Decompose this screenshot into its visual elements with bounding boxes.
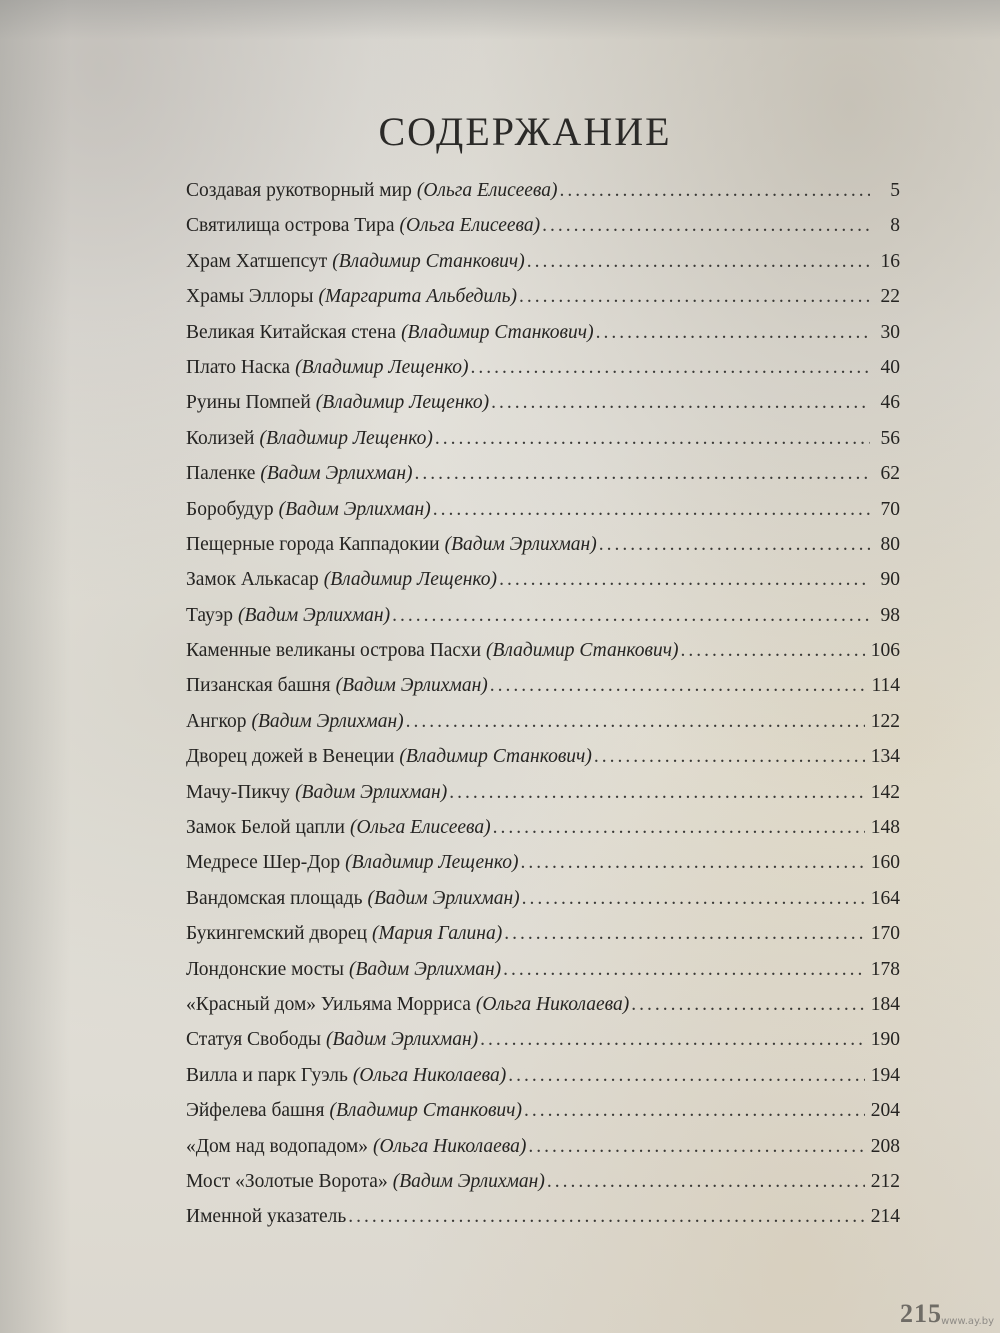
toc-entry [186, 463, 900, 498]
toc-entry [186, 322, 900, 357]
toc-entry-author: (Ольга Николаева) [352, 1064, 507, 1086]
toc-entry-author: (Ольга Елисеева) [399, 215, 541, 237]
dot-leader [406, 711, 865, 733]
toc-entry-page-number: 194 [870, 1064, 900, 1086]
toc-entry [186, 1136, 900, 1171]
toc-entry-title: Ангкор [186, 710, 247, 732]
toc-entry-title: Букингемский дворец [186, 923, 368, 945]
dot-leader [415, 463, 870, 485]
dot-leader [522, 888, 865, 910]
dot-leader [599, 534, 870, 556]
toc-entry-title: Великая Китайская стена [186, 321, 397, 343]
toc-entry-page-number: 8 [890, 215, 900, 237]
toc-entry-title: Паленке [186, 463, 256, 485]
dot-leader [594, 746, 865, 768]
toc-entry [186, 1171, 900, 1206]
toc-entry-page-number: 46 [880, 392, 900, 414]
toc-entry-title: Каменные великаны острова Пасхи [186, 640, 482, 662]
toc-entry [186, 534, 900, 569]
toc-entry-author: (Владимир Станкович) [486, 640, 679, 662]
toc-entry-title: Замок Алькасар [186, 569, 319, 591]
toc-entry-author: (Вадим Эрлихман) [326, 1029, 479, 1051]
toc-entry [186, 251, 900, 286]
dot-leader [491, 392, 870, 414]
toc-entry [186, 1065, 900, 1100]
toc-entry [186, 923, 900, 958]
toc-entry-title: Святилища острова Тира [186, 215, 395, 237]
toc-entry-title: Плато Наска [186, 356, 291, 378]
toc-entry-title: «Дом над водопадом» [186, 1135, 368, 1157]
toc-entry-page-number: 56 [880, 427, 900, 449]
toc-entry [186, 852, 900, 887]
toc-entry-page-number: 98 [880, 604, 900, 626]
toc-entry-title: Боробудур [186, 498, 274, 520]
toc-entry-author: (Вадим Эрлихман) [335, 675, 488, 697]
toc-entry-author: (Владимир Лещенко) [345, 852, 519, 874]
toc-entry-page-number: 160 [870, 852, 900, 874]
page-number: 215 [900, 1299, 942, 1328]
toc-entry-title: Мачу-Пикчу [186, 781, 291, 803]
dot-leader [435, 428, 870, 450]
toc-entry [186, 640, 900, 675]
toc-entry-page-number: 212 [870, 1170, 900, 1192]
toc-entry-title: Медресе Шер-Дор [186, 852, 341, 874]
toc-entry-author: (Ольга Николаева) [372, 1135, 527, 1157]
toc-entry-page-number: 142 [870, 781, 900, 803]
toc-entry [186, 428, 900, 463]
table-of-contents [186, 180, 900, 1242]
toc-entry-title: Лондонские мосты [186, 958, 344, 980]
toc-entry-author: (Ольга Елисеева) [349, 817, 491, 839]
page-title: СОДЕРЖАНИЕ [378, 109, 672, 154]
dot-leader [547, 1171, 865, 1193]
toc-entry-author: (Вадим Эрлихман) [278, 498, 431, 520]
dot-leader [449, 782, 865, 804]
toc-entry [186, 817, 900, 852]
toc-entry [186, 605, 900, 640]
toc-entry-page-number: 184 [870, 993, 900, 1015]
dot-leader [503, 959, 865, 981]
toc-entry-author: (Маргарита Альбедиль) [318, 286, 517, 308]
toc-entry-title: Пещерные города Каппадокии [186, 533, 440, 555]
toc-entry [186, 782, 900, 817]
dot-leader [508, 1065, 865, 1087]
toc-entry [186, 746, 900, 781]
toc-entry-author: (Вадим Эрлихман) [251, 710, 404, 732]
toc-entry [186, 392, 900, 427]
toc-entry-page-number: 62 [880, 463, 900, 485]
toc-entry-author: (Владимир Лещенко) [323, 569, 498, 591]
toc-entry-author: (Владимир Станкович) [399, 746, 592, 768]
toc-entry-page-number: 164 [870, 887, 900, 909]
dot-leader [499, 569, 870, 591]
dot-leader [524, 1100, 865, 1122]
toc-entry-page-number: 22 [880, 286, 900, 308]
dot-leader [470, 357, 870, 379]
toc-entry-page-number: 30 [880, 321, 900, 343]
toc-entry-title: Мост «Золотые Ворота» [186, 1170, 388, 1192]
toc-entry-page-number: 80 [880, 533, 900, 555]
toc-entry-page-number: 148 [870, 817, 900, 839]
toc-entry-title: Пизанская башня [186, 675, 331, 697]
dot-leader [348, 1206, 865, 1228]
watermark: www.ay.by [941, 1316, 994, 1327]
toc-entry-page-number: 134 [870, 746, 900, 768]
toc-entry-author: (Ольга Николаева) [475, 993, 630, 1015]
dot-leader [504, 923, 865, 945]
toc-entry-author: (Вадим Эрлихман) [348, 958, 502, 980]
toc-entry-title: Храм Хатшепсут [186, 250, 328, 272]
toc-entry-page-number: 208 [870, 1135, 900, 1157]
toc-entry-title: Замок Белой цапли [186, 817, 345, 839]
toc-entry [186, 357, 900, 392]
toc-entry-title: Вандомская площадь [186, 887, 363, 909]
toc-entry-page-number: 122 [870, 710, 900, 732]
page-top-shadow [0, 0, 1000, 40]
toc-entry-page-number: 170 [870, 923, 900, 945]
toc-entry [186, 1029, 900, 1064]
toc-entry-page-number: 204 [870, 1100, 900, 1122]
dot-leader [542, 215, 870, 237]
toc-entry-author: (Владимир Станкович) [332, 250, 525, 272]
dot-leader [520, 852, 864, 874]
toc-entry-title: Именной указатель [186, 1206, 347, 1228]
dot-leader [528, 1136, 864, 1158]
toc-entry [186, 959, 900, 994]
dot-leader [480, 1029, 865, 1051]
toc-entry [186, 499, 900, 534]
toc-entry-author: (Вадим Эрлихман) [444, 533, 597, 555]
toc-entry-title: Руины Помпей [186, 392, 311, 414]
toc-entry-page-number: 70 [880, 498, 900, 520]
toc-entry-title: Храмы Эллоры [186, 286, 314, 308]
toc-entry-author: (Вадим Эрлихман) [237, 604, 391, 626]
dot-leader [519, 286, 870, 308]
toc-entry-title: Эйфелева башня [186, 1100, 325, 1122]
toc-entry-author: (Вадим Эрлихман) [295, 781, 448, 803]
toc-entry-author: (Ольга Елисеева) [416, 180, 558, 201]
toc-entry-page-number: 190 [870, 1029, 900, 1051]
dot-leader [433, 499, 870, 521]
toc-entry-author: (Владимир Лещенко) [315, 392, 490, 414]
toc-entry-page-number: 40 [880, 356, 900, 378]
toc-entry-author: (Вадим Эрлихман) [260, 463, 413, 485]
page-gutter-shadow [0, 0, 70, 1333]
toc-entry-page-number: 114 [871, 675, 900, 697]
toc-entry-author: (Владимир Станкович) [401, 321, 594, 343]
dot-leader [631, 994, 864, 1016]
toc-entry-author: (Владимир Станкович) [329, 1100, 522, 1122]
toc-entry-title: Статуя Свободы [186, 1029, 321, 1051]
toc-entry-author: (Владимир Лещенко) [295, 356, 469, 378]
toc-entry [186, 711, 900, 746]
dot-leader [493, 817, 865, 839]
toc-entry-title: Вилла и парк Гуэль [186, 1064, 348, 1086]
toc-entry-page-number: 214 [870, 1206, 900, 1228]
toc-entry-title: Дворец дожей в Венеции [186, 746, 395, 768]
toc-entry-page-number: 90 [880, 569, 900, 591]
dot-leader [681, 640, 865, 662]
toc-entry [186, 180, 900, 215]
toc-entry-author: (Вадим Эрлихман) [392, 1170, 545, 1192]
dot-leader [596, 322, 870, 344]
dot-leader [490, 675, 866, 697]
toc-entry [186, 888, 900, 923]
toc-entry [186, 994, 900, 1029]
toc-entry-title: Создавая рукотворный мир [186, 180, 412, 201]
dot-leader [392, 605, 870, 627]
toc-entry-page-number: 106 [870, 640, 900, 662]
toc-entry [186, 286, 900, 321]
toc-entry-page-number: 5 [890, 180, 900, 201]
toc-entry [186, 569, 900, 604]
toc-entry-page-number: 16 [880, 250, 900, 272]
toc-entry [186, 215, 900, 250]
dot-leader [559, 180, 870, 202]
toc-entry [186, 675, 900, 710]
toc-entry-title: Колизей [186, 427, 255, 449]
toc-entry [186, 1100, 900, 1135]
toc-entry-author: (Мария Галина) [372, 923, 503, 945]
toc-entry-page-number: 178 [870, 958, 900, 980]
dot-leader [527, 251, 870, 273]
toc-entry-title: Тауэр [186, 604, 233, 626]
toc-entry [186, 1206, 900, 1241]
toc-entry-title: «Красный дом» Уильяма Морриса [186, 993, 471, 1015]
toc-entry-author: (Владимир Лещенко) [259, 427, 433, 449]
toc-entry-author: (Вадим Эрлихман) [367, 887, 520, 909]
